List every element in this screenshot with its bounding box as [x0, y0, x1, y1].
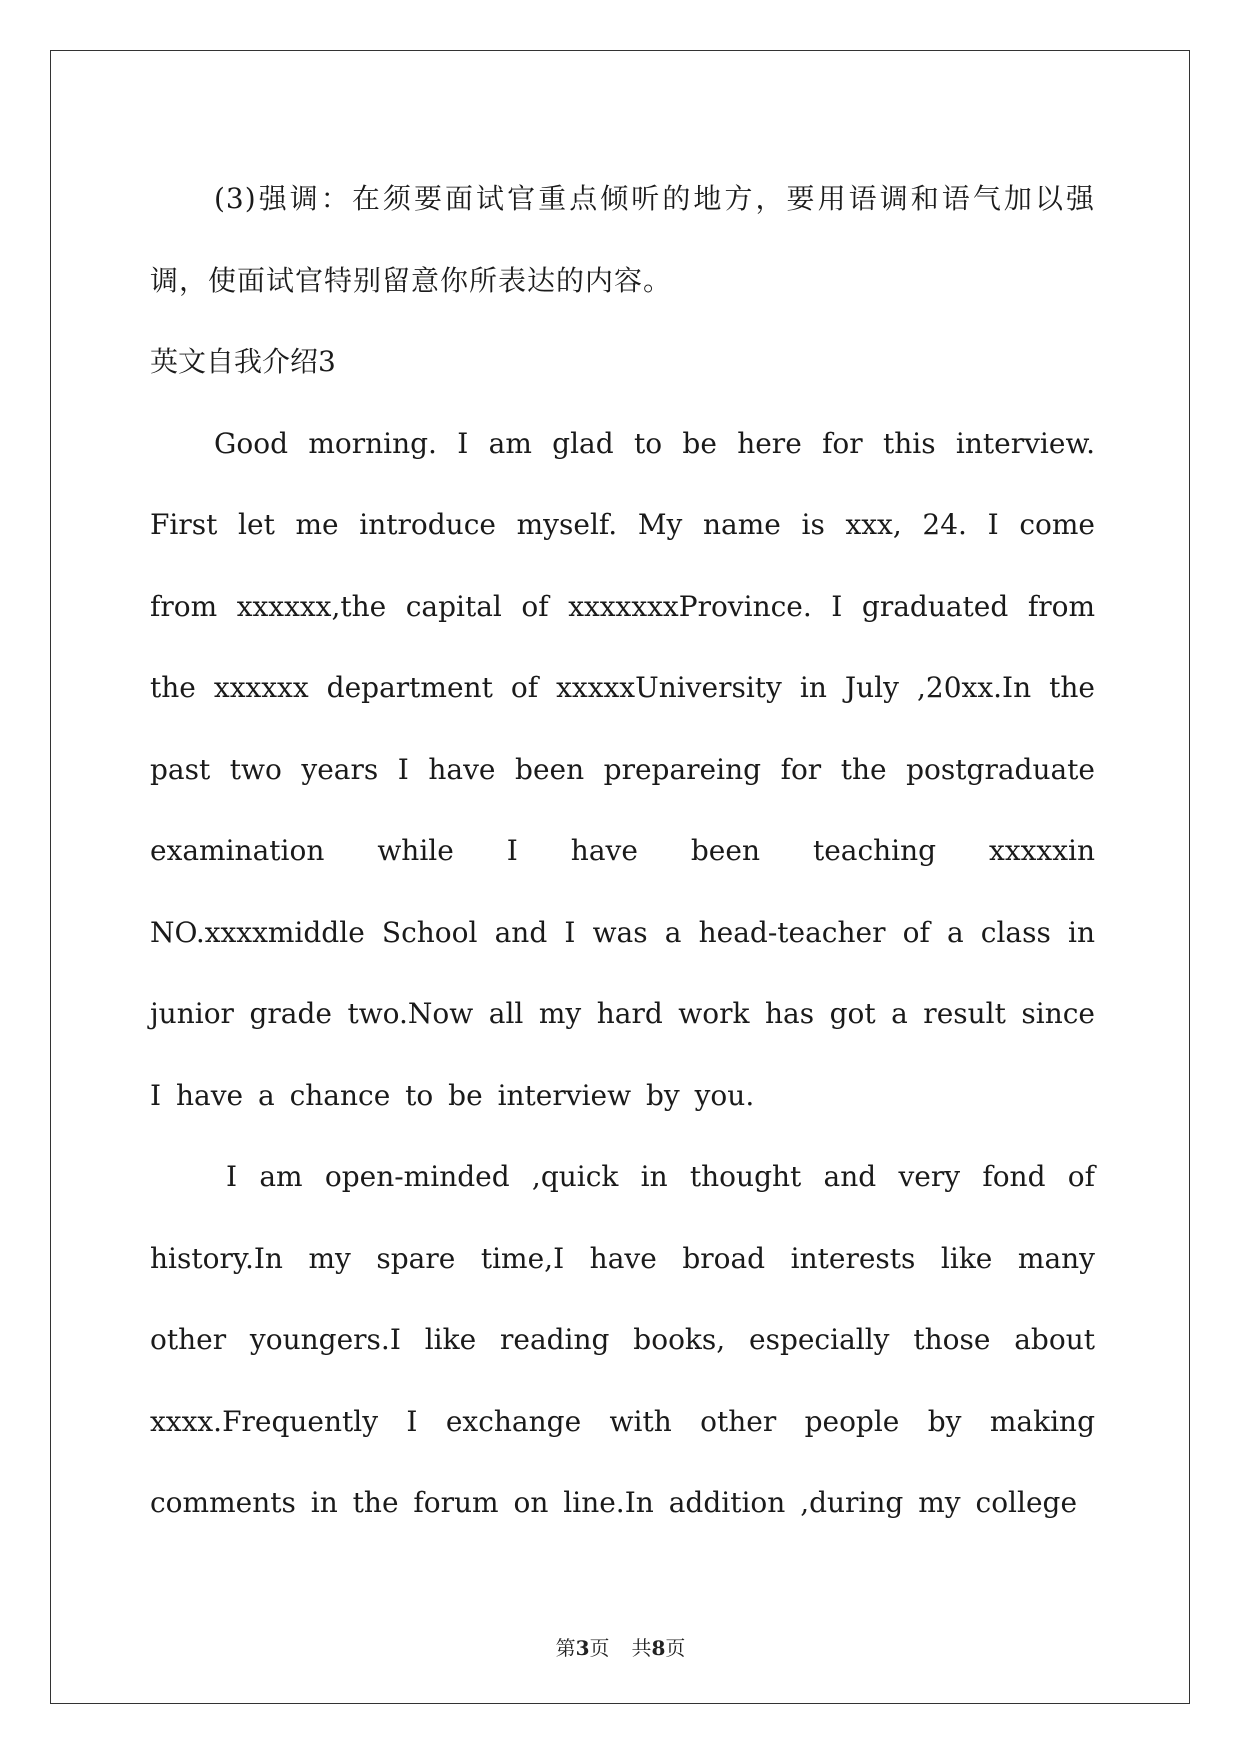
footer-page-prefix: 第: [555, 1636, 576, 1660]
footer-total-pages: 8: [651, 1636, 666, 1660]
section-heading: 英文自我介绍3: [150, 345, 336, 378]
footer-page-unit: 页: [589, 1636, 610, 1660]
page-footer: [0, 1632, 1241, 1661]
footer-total-unit: 页: [665, 1636, 686, 1660]
footer-total-prefix: 共: [631, 1636, 652, 1660]
paragraph-emphasis: (3)强调：在须要面试官重点倾听的地方，要用语调和语气加以强调，使面试官特别留意你所表达的内容。: [150, 182, 1095, 297]
footer-current-page: 3: [575, 1636, 590, 1660]
document-body: [150, 158, 1095, 1544]
paragraph-hobbies: I am open-minded ,quick in thought and very fond of history.In my spare time,I have broad interests like many other youngers.I like reading books, especially those about xxxx.Frequently I exchange with other people by making comments in the forum on line.In addition ,during my college: [150, 1160, 1095, 1519]
paragraph-intro: Good morning. I am glad to be here for this interview. First let me introduce myself. My name is xxx, 24. I come from xxxxxx,the capital of xxxxxxxProvince. I graduated from the xxxxxx department of xxxxxUniversity in July ,20xx.In the past two years I have been prepareing for the postgraduate examination while I have been teaching xxxxxin NO.xxxxmiddle School and I was a head-teacher of a class in junior grade two.Now all my hard work has got a result since I have a chance to be interview by you.: [150, 426, 1095, 1112]
